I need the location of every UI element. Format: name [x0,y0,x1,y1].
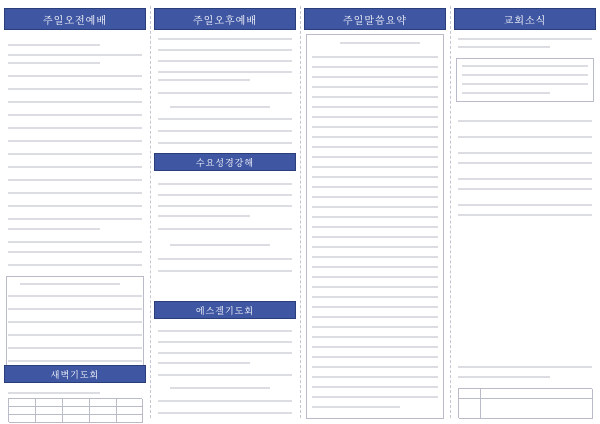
dawn-prayer-table [8,398,142,422]
dawn-prayer-banner: 새벽기도회 [4,365,146,383]
column-church-news [450,0,600,424]
morning-worship-banner: 주일오전예배 [4,8,146,30]
church-news-banner: 교회소식 [454,8,596,30]
volunteer-table [458,388,592,418]
wednesday-worship-banner: 수요성경강해 [154,153,296,171]
afternoon-worship-banner: 주일오후예배 [154,8,296,30]
column-sermon-summary [300,0,450,424]
espelon-prayer-banner: 에스겔기도회 [154,301,296,319]
column-morning-worship [0,0,150,424]
sermon-summary-banner: 주일말씀요약 [304,8,446,30]
afternoon-order-box [6,276,144,370]
column-afternoon-worship [150,0,300,424]
